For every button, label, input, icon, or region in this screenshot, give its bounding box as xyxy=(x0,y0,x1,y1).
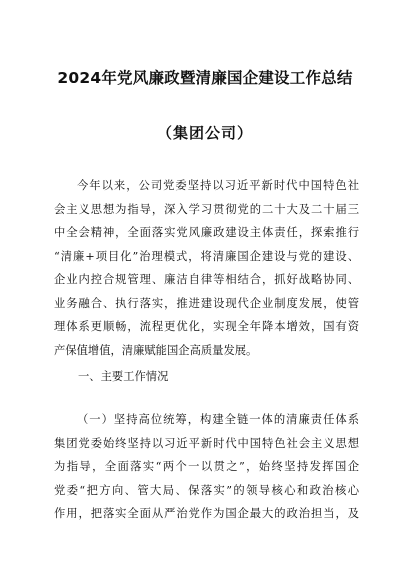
paragraph-line: 企业内控合规管理、廉洁自律等相结合，抓好战略协同、 xyxy=(54,273,359,286)
paragraph-line: 作用，把落实全面从严治党作为国企最大的政治担当，及 xyxy=(54,507,359,520)
paragraph-line: “清廉+项目化”治理模式，将清廉国企建设与党的建设、 xyxy=(54,249,359,263)
paragraph-line: （一）坚持高位统筹，构建全链一体的清廉责任体系 xyxy=(77,413,359,426)
paragraph-line: 业务融合、执行落实，推进建设现代企业制度发展，使管 xyxy=(54,296,359,310)
section-heading: 一、主要工作情况 xyxy=(78,370,169,383)
document-title: 2024年党风廉政暨清廉国企建设工作总结 xyxy=(57,69,353,87)
paragraph-line: 会主义思想为指导，深入学习贯彻党的二十大及二十届三 xyxy=(54,202,359,216)
paragraph-line: 今年以来，公司党委坚持以习近平新时代中国特色社 xyxy=(77,179,359,192)
paragraph-line: 理体系更顺畅，流程更优化，实现全年降本增效，国有资 xyxy=(54,320,359,333)
paragraph-line: 产保值增值，清廉赋能国企高质量发展。 xyxy=(54,343,258,357)
paragraph-line: 党委“把方向、管大局、保落实”的领导核心和政治核心 xyxy=(54,483,359,497)
paragraph-line: 为指导，全面落实“两个一以贯之”，始终坚持发挥国企 xyxy=(54,460,359,473)
document-subtitle: （集团公司） xyxy=(156,124,253,142)
intro-paragraph xyxy=(54,174,359,362)
paragraph-line: 中全会精神，全面落实党风廉政建设主体责任，探索推行 xyxy=(54,226,359,239)
section1-paragraph xyxy=(54,408,359,526)
paragraph-line: 集团党委始终坚持以习近平新时代中国特色社会主义思想 xyxy=(54,436,359,450)
